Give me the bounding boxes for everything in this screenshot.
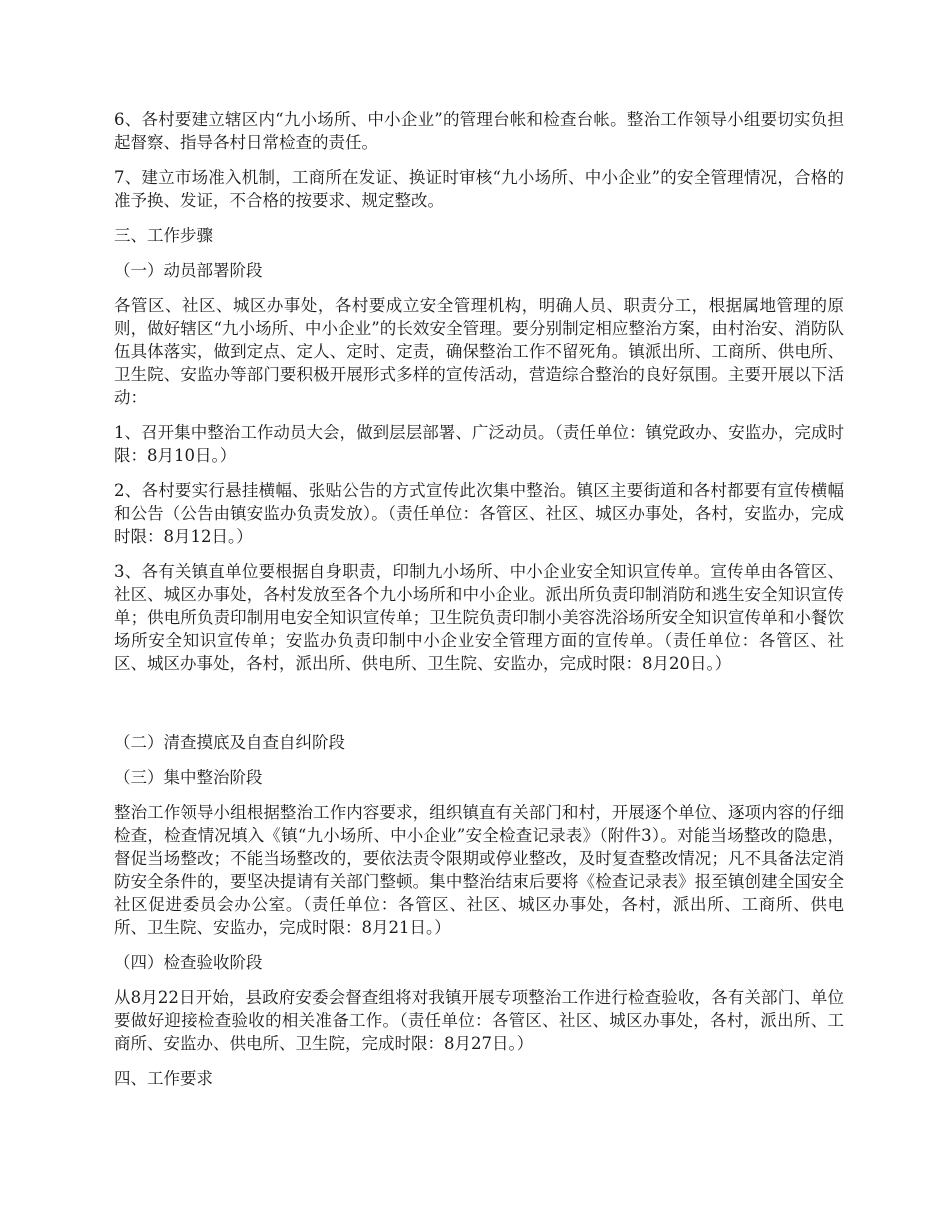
paragraph-mobilization-body: 各管区、社区、城区办事处，各村要成立安全管理机构，明确人员、职责分工，根据属地管理的原则，做好辖区“九小场所、中小企业”的长效安全管理。要分别制定相应整治方案，由村治安、消防队伍具体落实，做到定点、定人、定时、定责，确保整治工作不留死角。镇派出所、工商所、供电所、卫生院、安监办等部门要积极开展形式多样的宣传活动，营造综合整治的良好氛围。主要开展以下活动：: [114, 296, 844, 407]
blank-spacer: [114, 687, 844, 731]
document-page: [114, 108, 844, 1102]
paragraph-acceptance-body: 从8月22日开始，县政府安委会督查组将对我镇开展专项整治工作进行检查验收，各有关部门、单位要做好迎接检查验收的相关准备工作。（责任单位：各管区、社区、城区办事处，各村，派出所、工商所、安监办、供电所、卫生院，完成时限：8月27日。）: [114, 988, 844, 1053]
subsection-heading-mobilization: （一）动员部署阶段: [114, 261, 263, 280]
section-heading-work-steps: 三、工作步骤: [114, 226, 213, 245]
paragraph-activity-1: 1、召开集中整治工作动员大会，做到层层部署、广泛动员。（责任单位：镇党政办、安监办，完成时限：8月10日。）: [114, 423, 844, 465]
subsection-heading-investigation: （二）清查摸底及自查自纠阶段: [114, 733, 345, 752]
subsection-heading-acceptance: （四）检查验收阶段: [114, 953, 263, 972]
paragraph-item-7: 7、建立市场准入机制，工商所在发证、换证时审核“九小场所、中小企业”的安全管理情况，合格的准予换、发证，不合格的按要求、规定整改。: [114, 168, 844, 210]
paragraph-rectification-body: 整治工作领导小组根据整治工作内容要求，组织镇直有关部门和村，开展逐个单位、逐项内容的仔细检查，检查情况填入《镇“九小场所、中小企业”安全检查记录表》（附件3）。对能当场整改的隐患，督促当场整改；不能当场整改的，要依法责令限期或停业整改，及时复查整改情况；凡不具备法定消防安全条件的，要坚决提请有关部门整顿。集中整治结束后要将《检查记录表》报至镇创建全国安全社区促进委员会办公室。（责任单位：各管区、社区、城区办事处，各村，派出所、工商所、供电所、卫生院、安监办，完成时限：8月21日。）: [114, 803, 844, 937]
section-heading-work-requirements: 四、工作要求: [114, 1069, 213, 1088]
paragraph-activity-3: 3、各有关镇直单位要根据自身职责，印制九小场所、中小企业安全知识宣传单。宣传单由各管区、社区、城区办事处，各村发放至各个九小场所和中小企业。派出所负责印制消防和逃生安全知识宣传单；供电所负责印制用电安全知识宣传单；卫生院负责印制小美容洗浴场所安全知识宣传单和小餐饮场所安全知识宣传单；安监办负责印制中小企业安全管理方面的宣传单。（责任单位：各管区、社区、城区办事处，各村，派出所、供电所、卫生院、安监办，完成时限：8月20日。）: [114, 562, 844, 673]
paragraph-item-6: 6、各村要建立辖区内“九小场所、中小企业”的管理台帐和检查台帐。整治工作领导小组要切实负担起督察、指导各村日常检查的责任。: [114, 110, 844, 152]
paragraph-activity-2: 2、各村要实行悬挂横幅、张贴公告的方式宣传此次集中整治。镇区主要街道和各村都要有宣传横幅和公告（公告由镇安监办负责发放）。（责任单位：各管区、社区、城区办事处，各村，安监办，完成时限：8月12日。）: [114, 481, 844, 546]
subsection-heading-rectification: （三）集中整治阶段: [114, 768, 263, 787]
